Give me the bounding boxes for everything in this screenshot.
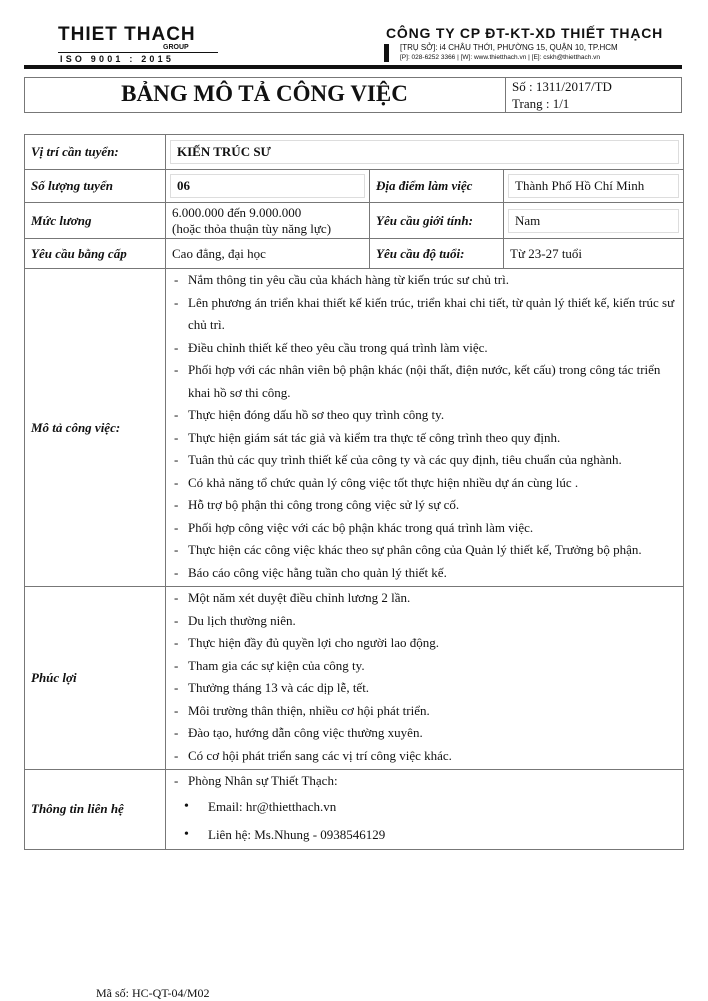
benefit-item: - Du lịch thường niên. — [172, 610, 677, 633]
job-description-item: - Có khả năng tổ chức quản lý công việc tốt thực hiện nhiều dự án cùng lúc . — [172, 472, 677, 495]
contact-cell — [166, 770, 684, 850]
salary-note: (hoặc thỏa thuận tùy năng lực) — [172, 220, 332, 236]
benefits-cell — [166, 587, 684, 770]
job-description-item: - Phối hợp với các nhân viên bộ phận khác (nội thất, điện nước, kết cấu) trong công tác triển khai hồ sơ thi công. — [172, 359, 677, 404]
row-benefits — [25, 587, 684, 770]
position-value: KIẾN TRÚC SƯ — [166, 135, 684, 170]
job-description-item: - Nắm thông tin yêu cầu của khách hàng từ kiến trúc sư chủ trì. — [172, 269, 677, 292]
quantity-label: Số lượng tuyển — [25, 170, 166, 203]
job-description-item: - Điều chỉnh thiết kế theo yêu cầu trong quá trình làm việc. — [172, 337, 677, 360]
benefits-list — [172, 587, 677, 767]
row-salary — [25, 203, 684, 239]
degree-value: Cao đẳng, đại học — [166, 239, 370, 269]
job-table — [24, 134, 684, 850]
salary-label: Mức lương — [25, 203, 166, 239]
gender-value: Nam — [504, 203, 684, 239]
job-description-item: - Tuân thủ các quy trình thiết kế của công ty và các quy định, tiêu chuẩn của nghành. — [172, 449, 677, 472]
job-description-item: - Thực hiện giám sát tác giả và kiểm tra thực tế công trình theo quy định. — [172, 427, 677, 450]
logo-name: THIET THACH — [58, 24, 196, 45]
job-description-label: Mô tả công việc: — [25, 269, 166, 587]
benefit-item: - Một năm xét duyệt điều chỉnh lương 2 lần. — [172, 587, 677, 610]
logo-group: GROUP — [163, 44, 189, 51]
job-description-item: - Thực hiện các công việc khác theo sự phân công của Quản lý thiết kế, Trưởng bộ phận. — [172, 539, 677, 562]
quantity-value: 06 — [166, 170, 370, 203]
contact-details — [172, 793, 677, 849]
benefit-item: - Thưởng tháng 13 và các dịp lễ, tết. — [172, 677, 677, 700]
document-number: Số : 1311/2017/TD — [512, 79, 612, 94]
contact-heading: - Phòng Nhân sự Thiết Thạch: — [172, 770, 677, 793]
benefits-label: Phúc lợi — [25, 587, 166, 770]
contact-heading-list — [172, 770, 677, 793]
company-name: CÔNG TY CP ĐT-KT-XD THIẾT THẠCH — [386, 25, 664, 41]
job-description-item: - Báo cáo công việc hằng tuần cho quản lý thiết kế. — [172, 562, 677, 585]
company-bar-icon — [384, 44, 389, 62]
title-separator — [505, 77, 506, 113]
benefit-item: - Môi trường thân thiện, nhiều cơ hội phát triển. — [172, 700, 677, 723]
logo-iso: ISO 9001 : 2015 — [60, 54, 175, 64]
row-position — [25, 135, 684, 170]
job-description-list — [172, 269, 677, 584]
location-label: Địa điểm làm việc — [370, 170, 504, 203]
job-description-item: - Lên phương án triển khai thiết kế kiến trúc, triển khai chi tiết, từ quản lý thiết kế, kiến trúc sư chủ trì. — [172, 292, 677, 337]
contact-phone[interactable]: • Liên hệ: Ms.Nhung - 0938546129 — [172, 821, 677, 849]
row-quantity — [25, 170, 684, 203]
form-code: Mã số: HC-QT-04/M02 — [96, 986, 210, 1000]
salary-value — [166, 203, 370, 239]
row-degree — [25, 239, 684, 269]
row-contact — [25, 770, 684, 850]
benefit-item: - Thực hiện đầy đủ quyền lợi cho người lao động. — [172, 632, 677, 655]
contact-label: Thông tin liên hệ — [25, 770, 166, 850]
age-value: Từ 23-27 tuổi — [504, 239, 684, 269]
row-job-description — [25, 269, 684, 587]
position-label: Vị trí cần tuyển: — [25, 135, 166, 170]
location-value: Thành Phố Hồ Chí Minh — [504, 170, 684, 203]
gender-label: Yêu cầu giới tính: — [370, 203, 504, 239]
document-page: Trang : 1/1 — [512, 96, 570, 111]
job-description-cell — [166, 269, 684, 587]
header-rule — [24, 65, 682, 69]
benefit-item: - Có cơ hội phát triển sang các vị trí công việc khác. — [172, 745, 677, 768]
company-address: [TRỤ SỞ]: i4 CHÂU THỚI, PHƯỜNG 15, QUẬN 10, TP.HCM — [400, 43, 618, 52]
job-description-item: - Hỗ trợ bộ phận thi công trong công việc sử lý sự cố. — [172, 494, 677, 517]
age-label: Yêu cầu độ tuổi: — [370, 239, 504, 269]
degree-label: Yêu cầu bằng cấp — [25, 239, 166, 269]
benefit-item: - Tham gia các sự kiện của công ty. — [172, 655, 677, 678]
logo-divider — [58, 52, 218, 53]
contact-email[interactable]: • Email: hr@thietthach.vn — [172, 793, 677, 821]
company-contact: [P]: 028-6252 3366 | [W]: www.thietthach.vn | [E]: cskh@thietthach.vn — [400, 54, 601, 61]
benefit-item: - Đào tạo, hướng dẫn công việc thường xuyên. — [172, 722, 677, 745]
job-description-item: - Thực hiện đóng dấu hồ sơ theo quy trình công ty. — [172, 404, 677, 427]
document-title: BẢNG MÔ TẢ CÔNG VIỆC — [121, 81, 408, 106]
salary-range: 6.000.000 đến 9.000.000 — [172, 204, 302, 220]
job-description-item: - Phối hợp công việc với các bộ phận khác trong quá trình làm việc. — [172, 517, 677, 540]
